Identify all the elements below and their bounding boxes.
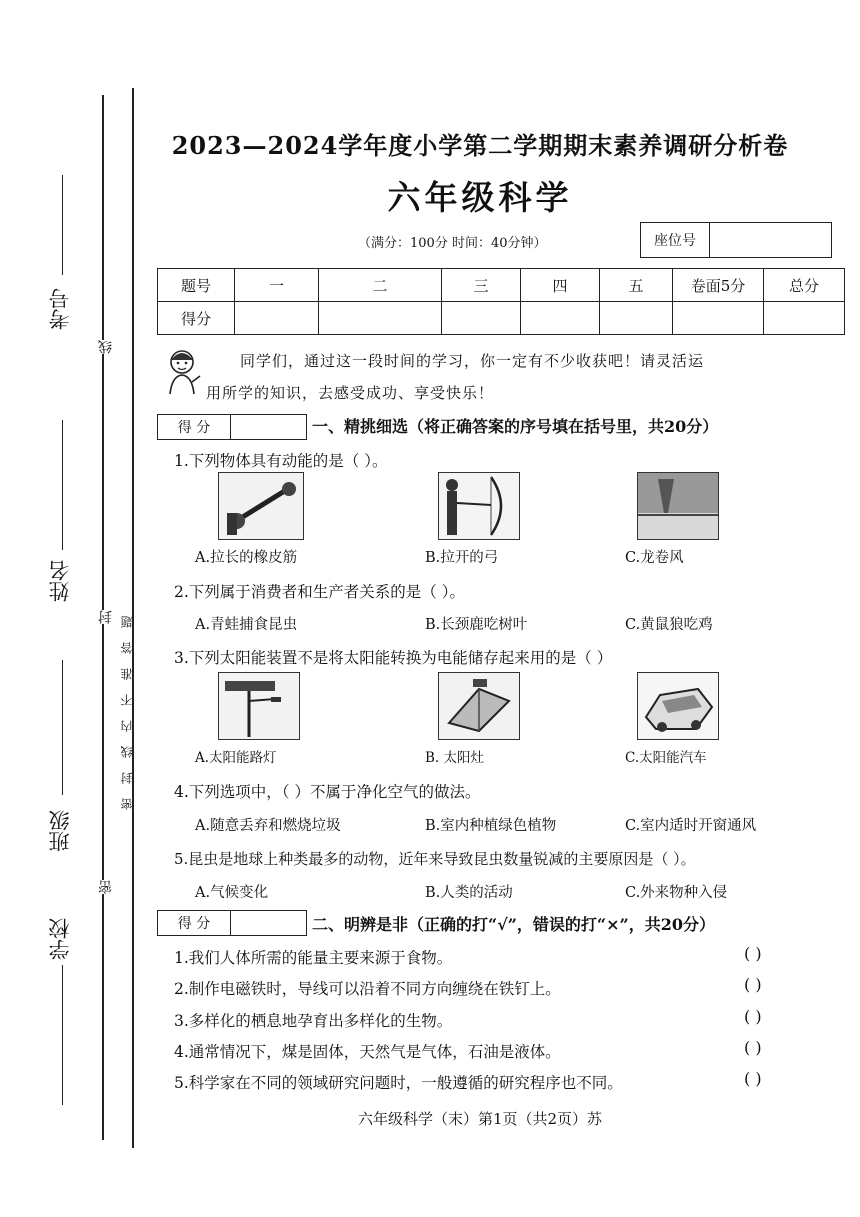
section1-score-field[interactable]	[231, 415, 306, 439]
score-table-header-cell: 四	[521, 269, 600, 302]
score-table-score-label: 得分	[158, 302, 235, 335]
score-table-header-cell: 卷面5分	[673, 269, 764, 302]
page-footer: 六年级科学（末）第1页（共2页）苏	[357, 1110, 603, 1128]
section1-title: 一、精挑细选（将正确答案的序号填在括号里，共20分）	[312, 417, 719, 436]
score-cell[interactable]	[764, 302, 845, 335]
score-table-header-cell: 一	[235, 269, 319, 302]
question-2: 2.下列属于消费者和生产者关系的是（ ）。	[174, 583, 465, 601]
judgment-5: 5.科学家在不同的领域研究问题时，一般遵循的研究程序也不同。	[174, 1074, 623, 1092]
q2-option-c: C.黄鼠狼吃鸡	[625, 617, 713, 633]
exam-no-blank	[62, 175, 63, 275]
student-avatar-icon	[162, 346, 202, 396]
section1-score-box	[157, 414, 307, 440]
q1-option-b: B.拉开的弓	[425, 550, 499, 566]
solar-street-light-image	[218, 672, 300, 740]
judgment-4: 4.通常情况下，煤是固体，天然气是气体，石油是液体。	[174, 1043, 561, 1061]
question-4: 4.下列选项中，（ ）不属于净化空气的做法。	[174, 783, 481, 801]
school-blank	[62, 965, 63, 1105]
class-blank	[62, 660, 63, 795]
judgment-1: 1.我们人体所需的能量主要来源于食物。	[174, 949, 453, 967]
q2-option-a: A.青蛙捕食昆虫	[195, 617, 298, 633]
q2-option-b: B.长颈鹿吃树叶	[425, 617, 528, 633]
name-label: 姓名	[48, 560, 72, 602]
question-1: 1.下列物体具有动能的是（ ）。	[174, 452, 388, 470]
exam-title: 2023—2024学年度小学第二学期期末素养调研分析卷	[171, 131, 789, 160]
judgment-3-paren[interactable]: ( )	[744, 1007, 762, 1026]
q4-option-a: A.随意丢弃和燃烧垃圾	[195, 818, 341, 834]
school-label: 学校	[48, 918, 72, 960]
score-cell[interactable]	[442, 302, 521, 335]
judgment-4-paren[interactable]: ( )	[744, 1038, 762, 1057]
seat-number-field[interactable]	[710, 223, 831, 257]
score-table-header-row	[158, 269, 845, 302]
score-cell[interactable]	[521, 302, 600, 335]
judgment-5-paren[interactable]: ( )	[744, 1069, 762, 1088]
q3-option-b: B. 太阳灶	[425, 750, 485, 766]
bow-image	[438, 472, 520, 540]
rubber-band-image	[218, 472, 304, 540]
q4-option-c: C.室内适时开窗通风	[625, 818, 757, 834]
intro-line-2: 用所学的知识，去感受成功、享受快乐！	[206, 384, 495, 402]
judgment-2: 2.制作电磁铁时，导线可以沿着不同方向缠绕在铁钉上。	[174, 980, 561, 998]
section1-score-label: 得 分	[158, 415, 231, 439]
binding-xian: 线	[98, 340, 114, 354]
section2-score-label: 得 分	[158, 911, 231, 935]
section2-title: 二、明辨是非（正确的打“√”，错误的打“×”，共20分）	[312, 915, 716, 934]
q3-option-c: C.太阳能汽车	[625, 750, 707, 766]
q5-option-c: C.外来物种入侵	[625, 885, 728, 901]
seat-number-box	[640, 222, 832, 258]
judgment-3: 3.多样化的栖息地孕育出多样化的生物。	[174, 1012, 453, 1030]
intro-line-1: 同学们，通过这一段时间的学习，你一定有不少收获吧！请灵活运	[240, 352, 705, 370]
exam-subject: 六年级科学	[387, 178, 573, 217]
q1-option-a: A.拉长的橡皮筋	[195, 550, 298, 566]
tornado-image	[637, 472, 719, 540]
seat-number-label: 座位号	[641, 223, 710, 257]
q3-option-a: A.太阳能路灯	[195, 750, 277, 766]
judgment-2-paren[interactable]: ( )	[744, 975, 762, 994]
score-table-header-cell: 三	[442, 269, 521, 302]
q4-option-b: B.室内种植绿色植物	[425, 818, 557, 834]
score-cell[interactable]	[600, 302, 673, 335]
binding-warning: 密封线内不准答题	[120, 602, 134, 810]
section2-score-box	[157, 910, 307, 936]
question-3: 3.下列太阳能装置不是将太阳能转换为电能储存起来用的是（ ）	[174, 649, 613, 667]
score-table-header-cell: 五	[600, 269, 673, 302]
section2-score-field[interactable]	[231, 911, 306, 935]
exam-no-label: 考号	[48, 288, 72, 330]
score-table-header-cell: 总分	[764, 269, 845, 302]
question-5: 5.昆虫是地球上种类最多的动物，近年来导致昆虫数量锐减的主要原因是（ ）。	[174, 850, 696, 868]
q1-option-c: C.龙卷风	[625, 550, 684, 566]
score-cell[interactable]	[235, 302, 319, 335]
q5-option-a: A.气候变化	[195, 885, 269, 901]
solar-car-image	[637, 672, 719, 740]
class-label: 班级	[48, 810, 72, 852]
score-cell[interactable]	[673, 302, 764, 335]
score-table	[157, 268, 845, 335]
q5-option-b: B.人类的活动	[425, 885, 513, 901]
judgment-1-paren[interactable]: ( )	[744, 944, 762, 963]
solar-cooker-image	[438, 672, 520, 740]
exam-meta: （满分：100分 时间：40分钟）	[358, 236, 547, 251]
score-table-header-cell: 题号	[158, 269, 235, 302]
score-cell[interactable]	[319, 302, 442, 335]
score-table-score-row	[158, 302, 845, 335]
name-blank	[62, 420, 63, 550]
binding-feng: 封	[98, 610, 114, 624]
score-table-header-cell: 二	[319, 269, 442, 302]
binding-mi: 密	[98, 880, 114, 894]
